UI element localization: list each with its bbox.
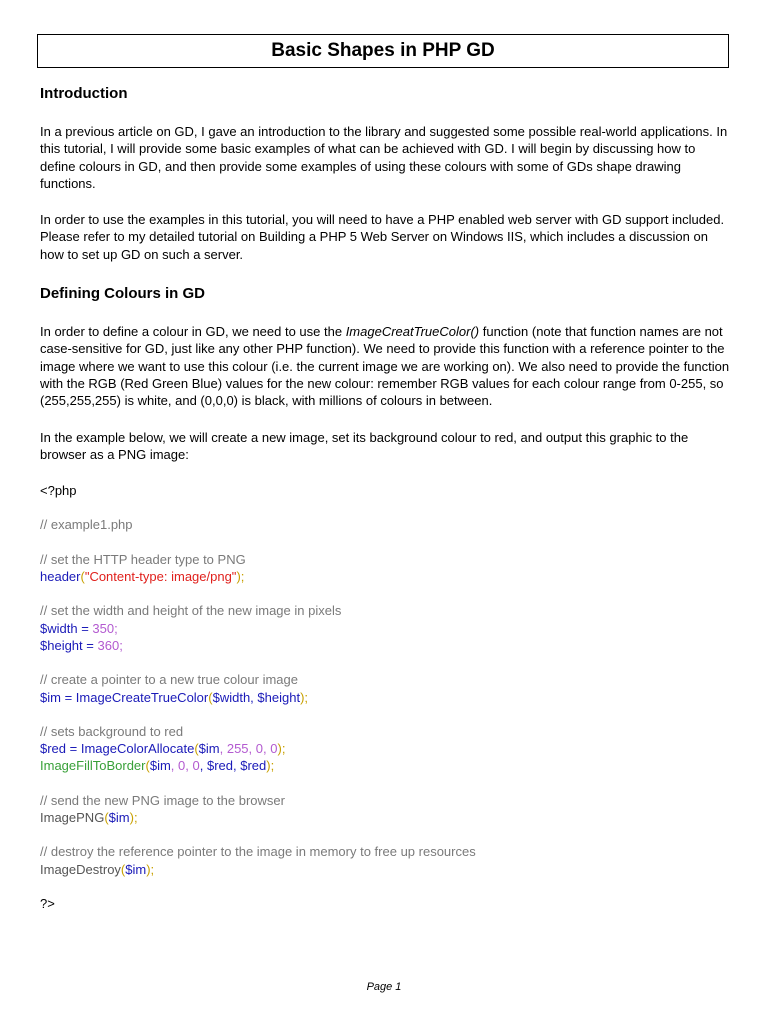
code-punct: ( [104,810,109,826]
page-number: Page 1 [366,981,402,993]
code-number: 0 [192,758,200,774]
code-string: "Content-type: image/png" [84,569,237,585]
code-listing [40,482,730,912]
code-number: 0 [255,741,264,757]
code-number: 0 [178,758,186,774]
code-punct: , [199,758,207,774]
code-punct: ); [277,741,286,757]
code-line-im [40,689,730,706]
code-punct: ( [80,569,85,585]
code-fn: ImageFillToBorder [40,758,146,774]
colours-heading: Defining Colours in GD [40,285,205,303]
code-comment-file: // example1.php [40,517,133,533]
code-var: $im [108,810,130,826]
code-punct: , [248,741,256,757]
code-comment-size: // set the width and height of the new image in pixels [40,603,342,619]
document-body [40,84,730,912]
colours-p1-text-a: In order to define a colour in GD, we need to use the [40,324,346,340]
code-op: = [77,620,93,636]
code-comment-send: // send the new PNG image to the browser [40,792,285,808]
code-punct: ; [114,620,118,636]
code-op: = [66,741,81,757]
code-fn: ImagePNG [40,810,105,826]
code-line-fill [40,757,730,774]
intro-paragraph-2: In order to use the examples in this tutorial, you will need to have a PHP enabled web server with GD support included. Please refer to my detailed tutorial on Building a PHP 5 Web Server on Windows IIS, which includes a discussion on how to set up GD on such a server. [40,212,725,262]
code-punct: ); [300,689,309,705]
code-line-header [40,568,730,585]
code-punct: , [250,689,258,705]
title-box [37,34,729,68]
intro-paragraph-1: In a previous article on GD, I gave an introduction to the library and suggested some possible real-world applications. In this tutorial, I will provide some basic examples of what can be achieved with GD. I will begin by discussing how to define colours in GD, and then provide some examples of using these colours with some of GDs shape drawing functions. [40,124,728,191]
code-punct: ); [146,861,155,877]
code-comment-pointer: // create a pointer to a new true colour image [40,672,298,688]
code-op: = [60,689,76,705]
code-number: 350 [92,620,115,636]
code-comment-bg: // sets background to red [40,723,184,739]
code-punct: ( [194,741,199,757]
code-fn-header: header [40,569,81,585]
code-comment-destroy: // destroy the reference pointer to the image in memory to free up resources [40,844,476,860]
code-var: $red [40,741,67,757]
code-number: 360 [97,637,120,653]
colours-p1-text-b: function (note that function names are not case-sensitive for GD, just like any other PHP function). We need to provide this function with a reference pointer to the image where we want to use this colour (i.e. the current image we are working on). We also need to provide the function with the RGB (Red Green Blue) values for the new colour: remember RGB values for each colour range from 0-255, so (255,255,255) is white, and (0,0,0) is black, with millions of colours in between. [40,324,730,409]
code-line-png [40,809,730,826]
code-line-red [40,740,730,757]
code-punct: ); [129,810,138,826]
code-punct: , [185,758,193,774]
code-line-width [40,620,730,637]
code-punct: ; [119,637,123,653]
code-var: $height [257,689,301,705]
code-var: $height [40,637,83,653]
code-var: $red [240,758,267,774]
code-punct: ( [208,689,213,705]
code-var: $red [206,758,233,774]
code-fn: ImageCreateTrueColor [75,689,209,705]
code-line-height [40,637,730,654]
code-punct: ( [120,861,126,877]
code-punct: ); [236,569,245,585]
code-var: $im [125,861,147,877]
code-var: $im [149,758,171,774]
code-var: $width [212,689,251,705]
intro-heading: Introduction [40,85,128,102]
code-comment-header: // set the HTTP header type to PNG [40,551,246,567]
page-title: Basic Shapes in PHP GD [271,40,495,61]
code-var: $width [40,620,78,636]
code-fn: ImageDestroy [40,861,121,877]
code-fn: ImageColorAllocate [80,741,195,757]
code-line-destroy [40,861,730,878]
code-number: 255 [226,741,249,757]
code-var: $im [40,689,61,705]
code-punct: , [170,758,179,774]
code-op: = [82,637,98,653]
code-close-tag: ?> [40,895,55,911]
colours-paragraph-1 [40,323,730,409]
code-number: 0 [270,741,278,757]
code-punct: , [233,758,241,774]
code-var: $im [198,741,220,757]
code-open-tag: <?php [40,483,77,499]
code-punct: , [263,741,271,757]
code-punct: , [219,741,227,757]
function-name-inline: ImageCreatTrueColor() [345,324,480,340]
code-punct: ( [145,758,150,774]
code-punct: ); [266,758,275,774]
colours-paragraph-2: In the example below, we will create a new image, set its background colour to red, and output this graphic to the browser as a PNG image: [40,429,689,462]
